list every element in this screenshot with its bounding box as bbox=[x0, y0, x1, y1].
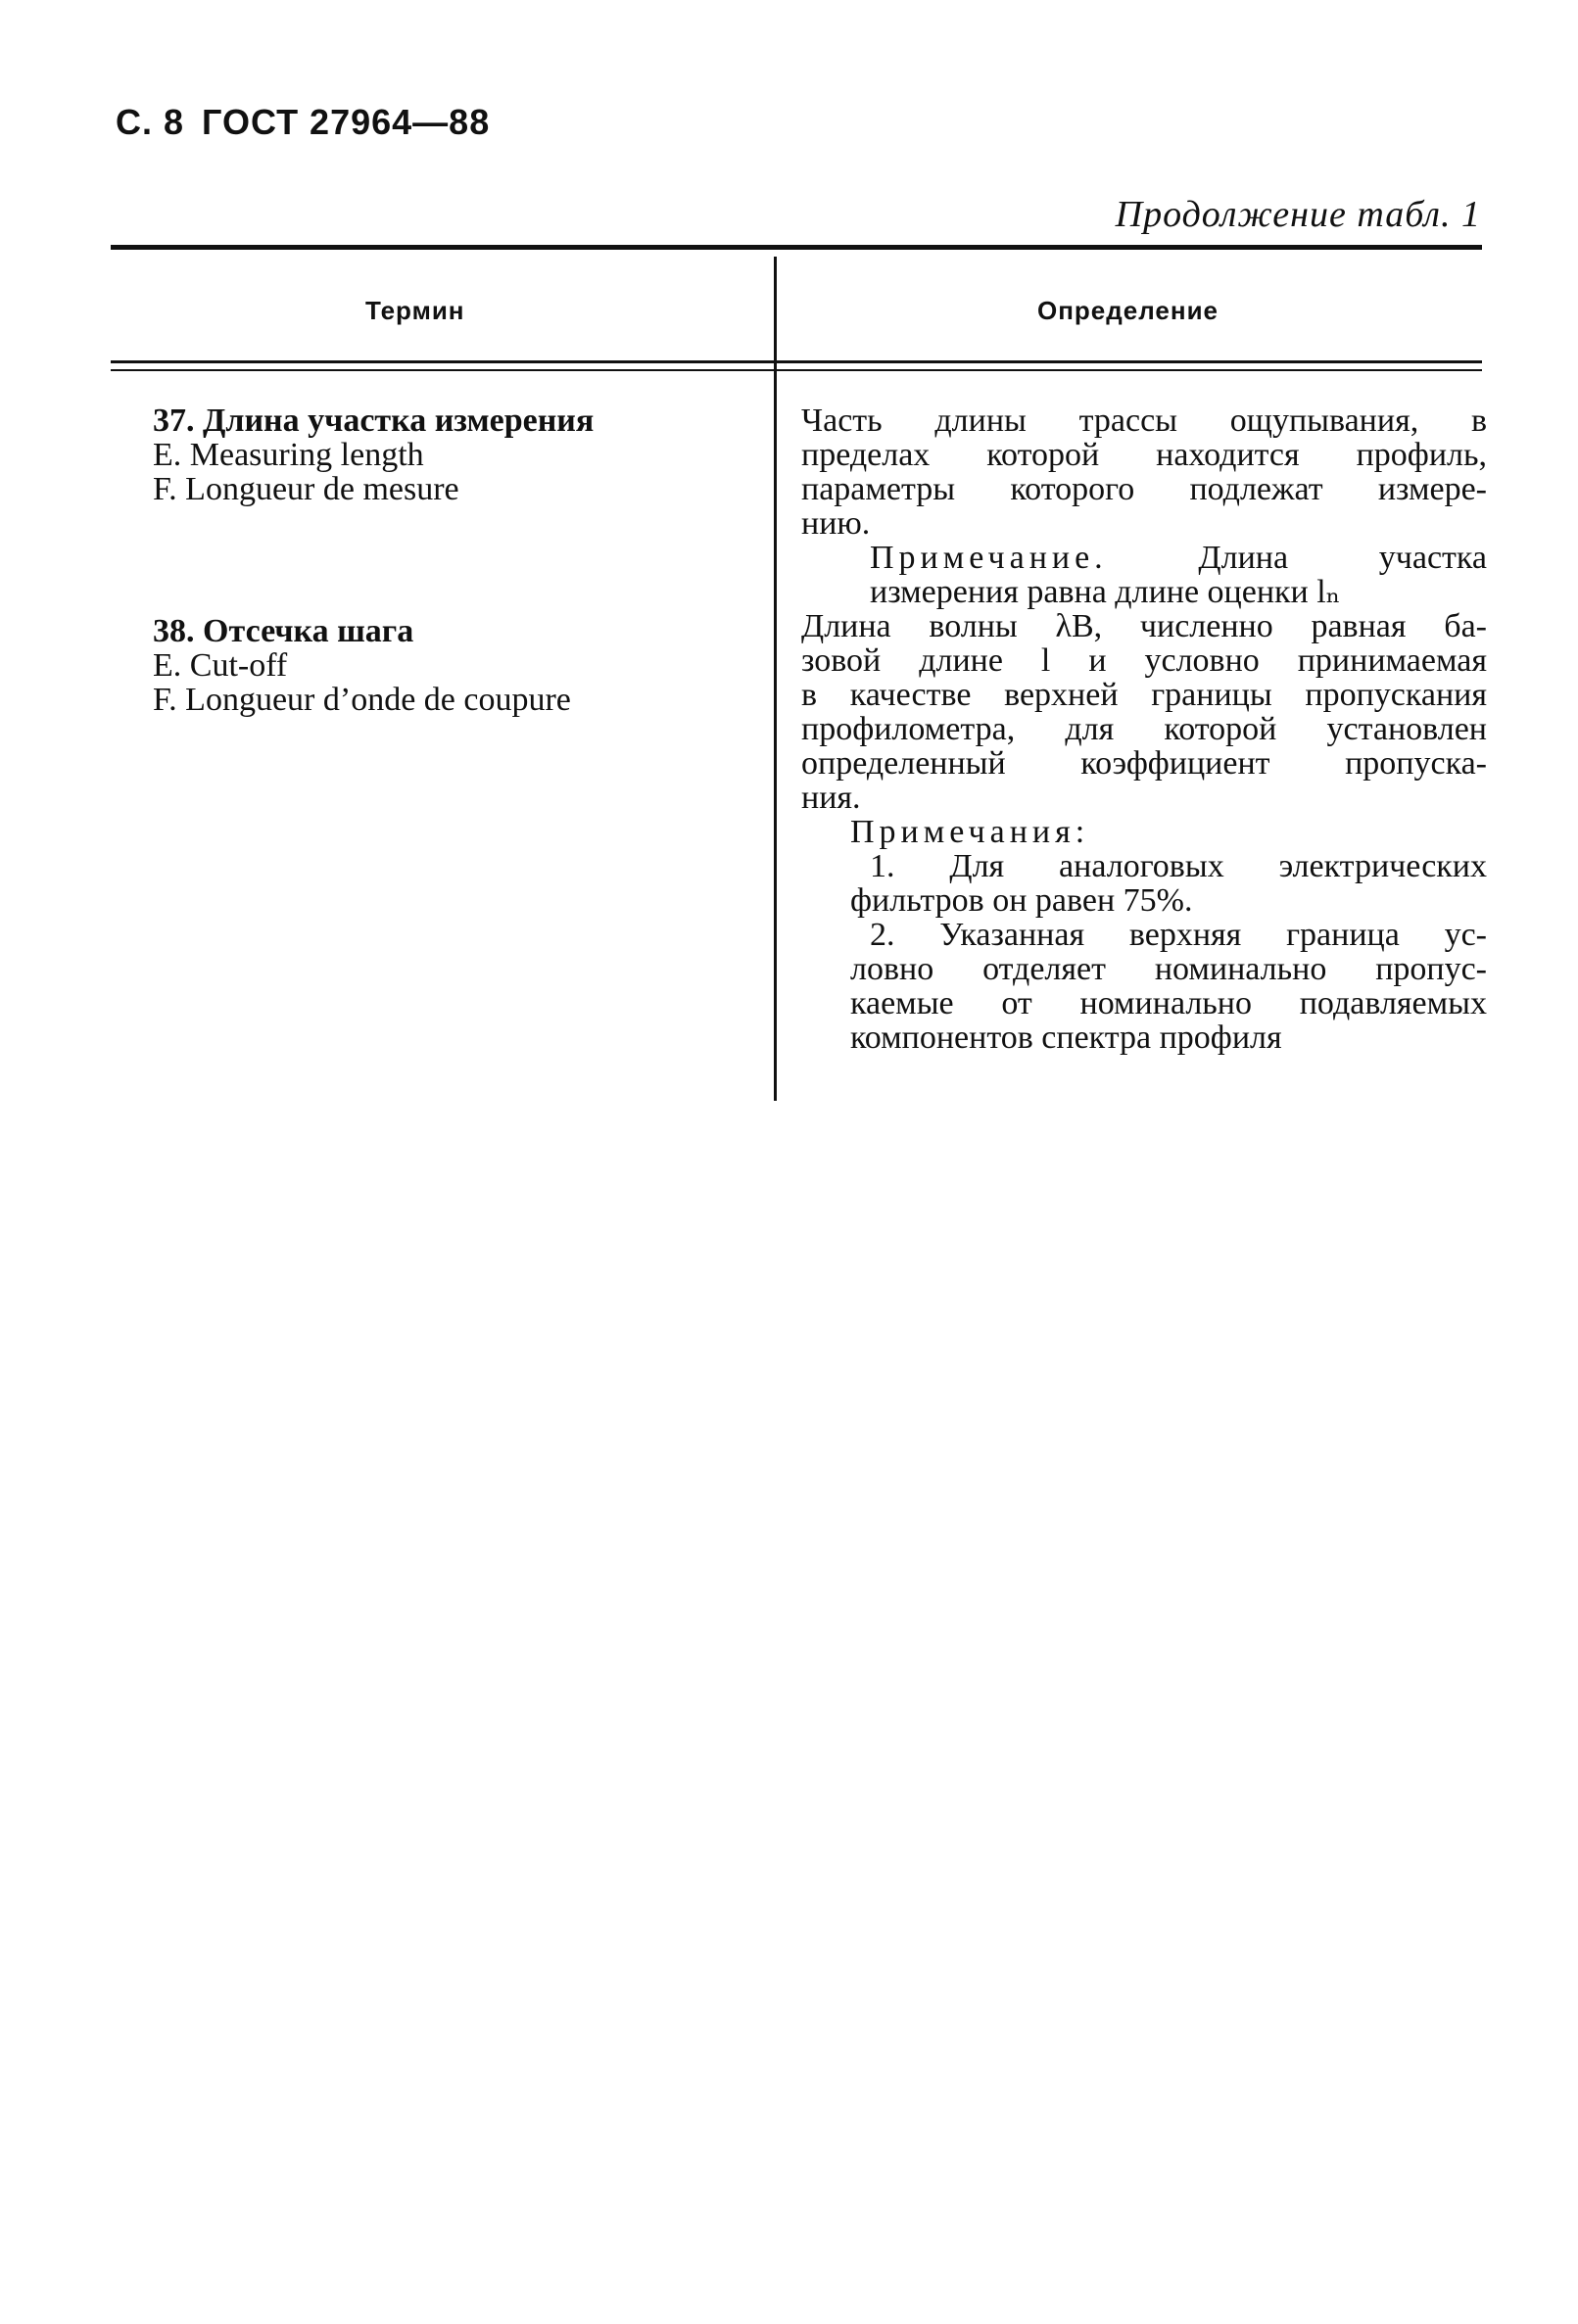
table-header-rule bbox=[111, 360, 1482, 363]
term-en: E. Cut-off bbox=[153, 647, 288, 684]
definition-line: ния. bbox=[801, 780, 861, 816]
table-continuation-label: Продолжение табл. 1 bbox=[1115, 194, 1481, 235]
term-fr: F. Longueur d’onde de coupure bbox=[153, 682, 571, 718]
definition-line: Часть длины трассы ощупывания, в bbox=[801, 403, 1487, 439]
definition-line: нию. bbox=[801, 505, 871, 542]
term-entry-37 bbox=[153, 403, 741, 506]
note-line: 1. Для аналоговых электрических bbox=[870, 848, 1487, 884]
term-ru: 38. Отсечка шага bbox=[153, 613, 414, 649]
note-line bbox=[801, 541, 1487, 575]
definition-line: определенный коэффициент пропуска- bbox=[801, 745, 1487, 782]
note-label: Примечание. bbox=[870, 540, 1108, 576]
term-en: E. Measuring length bbox=[153, 437, 424, 473]
note-line: измерения равна длине оценки lₙ bbox=[870, 574, 1341, 610]
table-header-rule-double bbox=[111, 369, 1482, 371]
note-text: Длина участка bbox=[1198, 540, 1487, 576]
note-line: ловно отделяет номинально пропус- bbox=[850, 951, 1487, 987]
definition-line: параметры которого подлежат измере- bbox=[801, 471, 1487, 507]
page-number: С. 8 bbox=[116, 102, 185, 142]
column-divider bbox=[774, 257, 777, 1101]
standard-number: ГОСТ 27964—88 bbox=[202, 102, 491, 142]
definition-line: профилометра, для которой установлен bbox=[801, 711, 1487, 747]
definition-line: в качестве верхней границы пропускания bbox=[801, 677, 1487, 713]
notes-label: Примечания: bbox=[850, 814, 1090, 850]
page-header bbox=[116, 102, 490, 143]
column-header-term: Термин bbox=[365, 296, 465, 325]
definition-column bbox=[801, 403, 1487, 1055]
term-fr: F. Longueur de mesure bbox=[153, 471, 459, 507]
definition-line: пределах которой находится профиль, bbox=[801, 437, 1487, 473]
note-line: фильтров он равен 75%. bbox=[850, 882, 1193, 919]
term-ru: 37. Длина участка измерения bbox=[153, 403, 595, 439]
note-line: каемые от номинально подавляемых bbox=[850, 985, 1487, 1021]
definition-line: Длина волны λB, численно равная ба- bbox=[801, 608, 1487, 644]
note-line: компонентов спектра профиля bbox=[850, 1020, 1282, 1056]
note-line: 2. Указанная верхняя граница ус- bbox=[870, 917, 1487, 953]
column-header-definition: Определение bbox=[1037, 296, 1219, 325]
table-top-rule bbox=[111, 245, 1482, 250]
term-entry-38 bbox=[153, 614, 741, 717]
definition-line: зовой длине l и условно принимаемая bbox=[801, 642, 1487, 679]
